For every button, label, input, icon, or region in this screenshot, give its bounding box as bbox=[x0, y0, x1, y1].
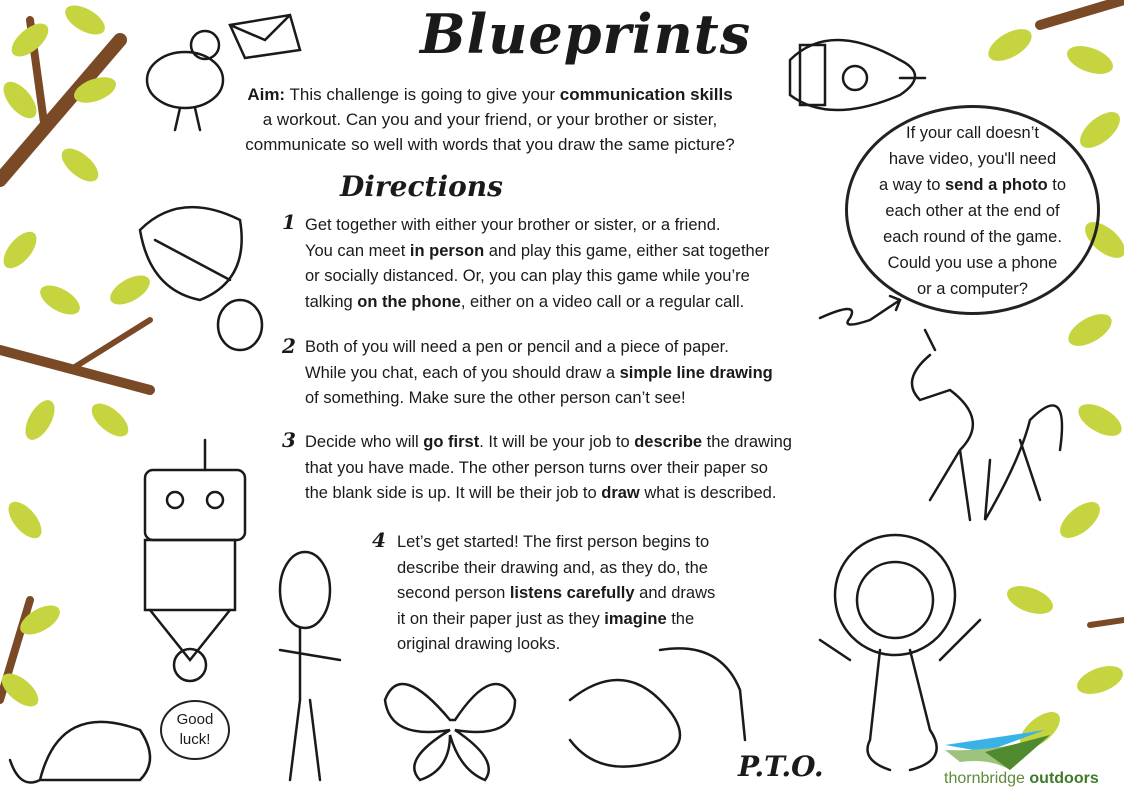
logo-name-bold: outdoors bbox=[1029, 770, 1099, 787]
text-segment: or socially distanced. Or, you can play this game while you’re bbox=[305, 267, 750, 286]
aim-paragraph bbox=[190, 82, 790, 157]
text-line bbox=[305, 481, 792, 507]
text-segment: and draws bbox=[634, 584, 716, 603]
text-segment: and play this game, either sat together bbox=[484, 241, 770, 260]
logo-text bbox=[944, 770, 1099, 788]
robot-icon bbox=[145, 440, 245, 681]
text-line bbox=[190, 82, 790, 107]
page-title: Blueprints bbox=[420, 2, 752, 66]
text-segment: Let’s get started! The first person begins to bbox=[397, 533, 710, 551]
bold-text: Aim: bbox=[247, 85, 286, 104]
text-segment: describe their drawing and, as they do, the bbox=[397, 558, 708, 577]
text-line bbox=[305, 239, 769, 265]
speech-bubble-text bbox=[855, 120, 1090, 302]
text-line bbox=[855, 172, 1090, 198]
step-4-text bbox=[397, 530, 715, 658]
text-line bbox=[305, 386, 773, 412]
text-segment: what is described. bbox=[639, 484, 777, 503]
text-segment: the drawing bbox=[702, 433, 792, 451]
bold-text: on the phone bbox=[357, 292, 461, 311]
bold-text: communication skills bbox=[559, 85, 733, 104]
bold-text: send a photo bbox=[945, 176, 1048, 194]
text-line bbox=[305, 335, 773, 361]
text-line bbox=[397, 530, 715, 556]
pto-label: P.T.O. bbox=[738, 750, 824, 783]
text-segment: Decide who will bbox=[305, 433, 424, 451]
text-segment: If your call doesn’t bbox=[906, 124, 1039, 142]
good-luck-line: luck! bbox=[179, 731, 211, 748]
mouse-icon bbox=[10, 722, 150, 783]
text-segment: Get together with either your brother or sister, or a friend. bbox=[305, 216, 721, 234]
directions-heading: Directions bbox=[340, 170, 503, 203]
text-segment: each round of the game. bbox=[883, 228, 1062, 246]
leaf-acorn-icon bbox=[140, 207, 262, 350]
text-line bbox=[305, 361, 773, 387]
text-segment: While you chat, each of you should draw a bbox=[305, 363, 620, 382]
text-line bbox=[305, 264, 769, 290]
bold-text: draw bbox=[601, 484, 640, 503]
step-number: 2 bbox=[282, 334, 296, 358]
text-line bbox=[855, 224, 1090, 250]
text-segment: communicate so well with words that you draw the same picture? bbox=[245, 135, 735, 154]
step-number: 4 bbox=[372, 528, 386, 552]
rocket-icon bbox=[790, 40, 925, 110]
text-segment: . It will be your job to bbox=[479, 433, 635, 451]
snake-icon bbox=[570, 648, 745, 766]
text-segment: talking bbox=[305, 292, 358, 311]
text-line bbox=[305, 290, 769, 316]
text-line bbox=[397, 607, 715, 633]
step-2-text bbox=[305, 335, 773, 412]
text-segment: of something. Make sure the other person can’t see! bbox=[305, 389, 686, 408]
text-line bbox=[190, 107, 790, 132]
text-line bbox=[305, 430, 792, 456]
lion-icon bbox=[820, 535, 980, 770]
text-segment: , either on a video call or a regular call. bbox=[460, 292, 745, 311]
text-segment: a way to bbox=[878, 176, 945, 194]
text-line bbox=[397, 581, 715, 607]
text-segment: it on their paper just as they bbox=[397, 609, 605, 628]
text-segment: each other at the end of bbox=[885, 202, 1060, 220]
text-line bbox=[855, 276, 1090, 302]
text-segment: or a computer? bbox=[917, 280, 1028, 298]
branch-left bbox=[0, 20, 150, 700]
bold-text: simple line drawing bbox=[619, 363, 773, 382]
text-segment: original drawing looks. bbox=[397, 635, 561, 654]
text-segment: You can meet bbox=[305, 241, 410, 260]
logo-name: thornbridge bbox=[944, 770, 1025, 787]
good-luck-bubble bbox=[160, 700, 230, 760]
text-line bbox=[397, 556, 715, 582]
text-line bbox=[190, 132, 790, 157]
step-number: 1 bbox=[282, 210, 296, 234]
text-segment: to bbox=[1047, 176, 1067, 194]
text-segment: Could you use a phone bbox=[887, 254, 1058, 272]
good-luck-line: Good bbox=[176, 711, 214, 728]
bold-text: imagine bbox=[604, 609, 667, 628]
text-line bbox=[855, 250, 1090, 276]
text-segment: have video, you'll need bbox=[888, 150, 1057, 168]
text-line bbox=[305, 213, 769, 239]
text-segment: that you have made. The other person turns over their paper so bbox=[305, 458, 768, 477]
text-segment: Both of you will need a pen or pencil and a piece of paper. bbox=[305, 338, 729, 356]
unicorn-icon bbox=[912, 330, 1062, 520]
text-line bbox=[855, 198, 1090, 224]
alien-icon bbox=[280, 552, 340, 780]
bold-text: in person bbox=[409, 241, 485, 260]
bold-text: describe bbox=[634, 433, 703, 451]
text-line bbox=[397, 632, 715, 658]
step-1-text bbox=[305, 213, 769, 315]
text-segment: the blank side is up. It will be their job to bbox=[305, 484, 602, 503]
text-segment: This challenge is going to give your bbox=[285, 85, 560, 104]
text-segment: a workout. Can you and your friend, or your brother or sister, bbox=[262, 110, 718, 129]
step-number: 3 bbox=[282, 428, 296, 452]
text-segment: the bbox=[666, 609, 695, 628]
butterfly-icon bbox=[385, 684, 515, 780]
text-line bbox=[855, 120, 1090, 146]
bold-text: listens carefully bbox=[509, 584, 635, 603]
text-segment: second person bbox=[397, 584, 510, 603]
text-line bbox=[305, 456, 792, 482]
text-line bbox=[855, 146, 1090, 172]
bold-text: go first bbox=[423, 433, 480, 451]
step-3-text bbox=[305, 430, 792, 507]
